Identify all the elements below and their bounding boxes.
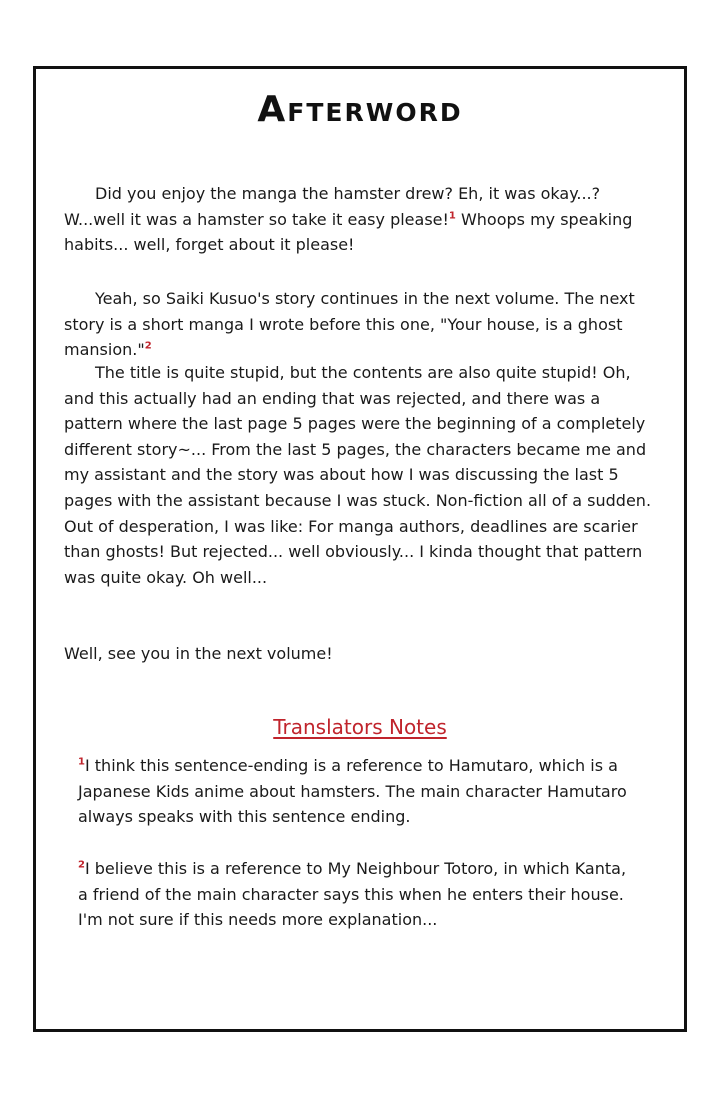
paragraph-1-text-a: Did you enjoy the manga the hamster drew? Eh, it was okay...? W...well it was a hamster so take it easy please!: [64, 184, 601, 229]
paragraph-1: [64, 181, 656, 258]
footnote-ref-1: 1: [448, 210, 456, 222]
translator-note-1: [78, 753, 638, 830]
paragraph-4: Well, see you in the next volume!: [64, 644, 333, 663]
translator-note-2: [78, 856, 638, 933]
note-1-text: I think this sentence-ending is a reference to Hamutaro, which is a Japanese Kids anime about hamsters. The main character Hamutaro always speaks with this sentence ending.: [78, 756, 627, 827]
translator-notes-heading: Translators Notes: [273, 715, 447, 739]
page-title: Afterword: [257, 89, 463, 130]
page-frame: [33, 66, 687, 1032]
paragraph-1-text-b: Whoops my speaking habits... well, forget about it please!: [64, 209, 633, 255]
note-1-marker: 1: [78, 756, 85, 768]
note-2-marker: 2: [78, 859, 85, 871]
paragraph-3: The title is quite stupid, but the contents are also quite stupid! Oh, and this actually had an ending that was rejected, and there was a pattern where the last page 5 pages were the beginning of a completely different story~... From the last 5 pages, the characters became me and my assistant and the story was about how I was discussing the last 5 pages with the assistant because I was stuck. Non-fiction all of a sudden. Out of desperation, I was like: For manga authors, deadlines are scarier than ghosts! But rejected... well obviously... I kinda thought that pattern was quite okay. Oh well...: [64, 363, 652, 587]
note-2-text: I believe this is a reference to My Neighbour Totoro, in which Kanta, a friend of the main character says this when he enters their house. I'm not sure if this needs more explanation...: [78, 859, 627, 930]
paragraph-2-text: Yeah, so Saiki Kusuo's story continues in the next volume. The next story is a short manga I wrote before this one, "Your house, is a ghost mansion.": [64, 289, 635, 360]
paragraph-2: [64, 286, 656, 363]
footnote-ref-2: 2: [144, 340, 152, 352]
